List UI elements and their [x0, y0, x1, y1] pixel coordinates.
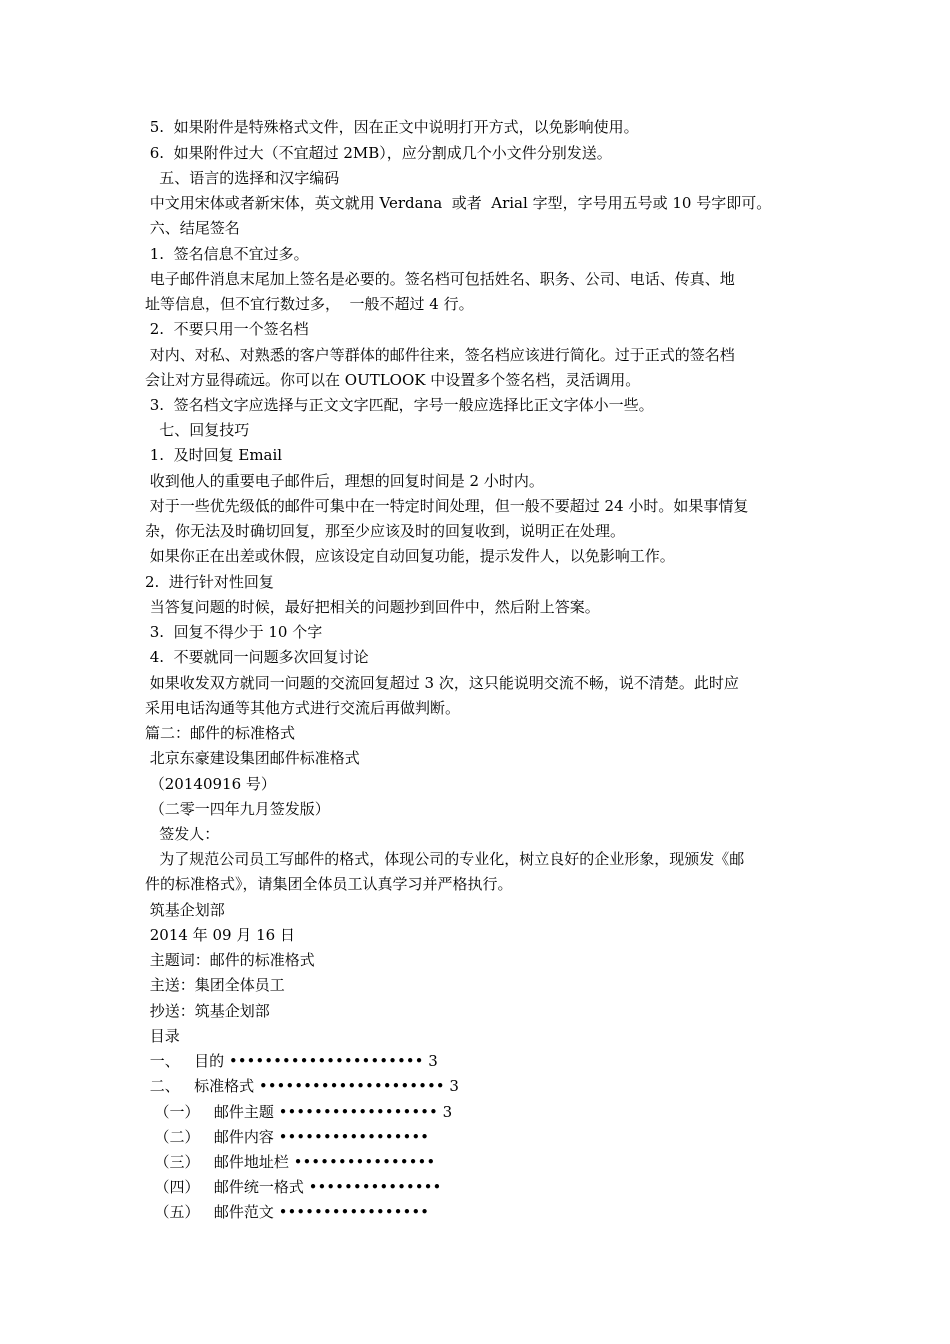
- section-heading: 五、语言的选择和汉字编码: [145, 169, 340, 187]
- text-line: 主送：集团全体员工: [145, 976, 285, 994]
- text-line: 址等信息，但不宜行数过多， 一般不超过 4 行。: [145, 295, 474, 313]
- section-heading: 七、回复技巧: [145, 421, 250, 439]
- text-line: （20140916 号）: [145, 775, 276, 793]
- text-line: 筑基企划部: [145, 901, 225, 919]
- text-line: 5. 如果附件是特殊格式文件，因在正文中说明打开方式，以免影响使用。: [145, 118, 639, 136]
- text-line: 2014 年 09 月 16 日: [145, 926, 295, 944]
- text-line: （二零一四年九月签发版）: [145, 800, 330, 818]
- toc-entry: （三） 邮件地址栏 ••••••••••••••••: [145, 1153, 436, 1171]
- text-line: 3. 回复不得少于 10 个字: [145, 623, 323, 641]
- text-line: 6. 如果附件过大（不宜超过 2MB），应分割成几个小文件分别发送。: [145, 144, 612, 162]
- document-title: 北京东豪建设集团邮件标准格式: [145, 749, 360, 767]
- text-line: 1. 签名信息不宜过多。: [145, 245, 309, 263]
- text-line: 中文用宋体或者新宋体，英文就用 Verdana 或者 Arial 字型，字号用五号或 10 号字即可。: [145, 194, 772, 212]
- text-line: 如果你正在出差或休假，应该设定自动回复功能，提示发件人，以免影响工作。: [145, 547, 675, 565]
- toc-entry: （四） 邮件统一格式 •••••••••••••••: [145, 1178, 442, 1196]
- toc-entry: （一） 邮件主题 •••••••••••••••••• 3: [145, 1103, 453, 1121]
- section-heading: 六、结尾签名: [145, 219, 240, 237]
- text-line: 收到他人的重要电子邮件后，理想的回复时间是 2 小时内。: [145, 472, 544, 490]
- text-line: 2. 不要只用一个签名档: [145, 320, 309, 338]
- section-heading: 篇二：邮件的标准格式: [145, 724, 296, 742]
- toc-entry: （二） 邮件内容 •••••••••••••••••: [145, 1128, 430, 1146]
- text-line: 主题词：邮件的标准格式: [145, 951, 315, 969]
- text-line: 签发人：: [145, 825, 220, 843]
- text-line: 如果收发双方就同一问题的交流回复超过 3 次，这只能说明交流不畅，说不清楚。此时应: [145, 674, 739, 692]
- text-line: 1. 及时回复 Email: [145, 446, 283, 464]
- text-line: 2. 进行针对性回复: [145, 573, 274, 591]
- text-line: 电子邮件消息末尾加上签名是必要的。签名档可包括姓名、职务、公司、电话、传真、地: [145, 270, 735, 288]
- toc-entry: 二、 标准格式 ••••••••••••••••••••• 3: [145, 1077, 459, 1095]
- toc-entry: 一、 目的 •••••••••••••••••••••• 3: [145, 1052, 438, 1070]
- text-line: 对于一些优先级低的邮件可集中在一特定时间处理，但一般不要超过 24 小时。如果事情复: [145, 497, 749, 515]
- text-line: 对内、对私、对熟悉的客户等群体的邮件往来，签名档应该进行简化。过于正式的签名档: [145, 346, 735, 364]
- text-line: 采用电话沟通等其他方式进行交流后再做判断。: [145, 699, 461, 717]
- text-line: 会让对方显得疏远。你可以在 OUTLOOK 中设置多个签名档，灵活调用。: [145, 371, 641, 389]
- toc-entry: （五） 邮件范文 •••••••••••••••••: [145, 1203, 430, 1221]
- text-line: 3. 签名档文字应选择与正文文字匹配，字号一般应选择比正文字体小一些。: [145, 396, 654, 414]
- text-line: 抄送：筑基企划部: [145, 1002, 270, 1020]
- text-line: 件的标准格式》，请集团全体员工认真学习并严格执行。: [145, 875, 513, 893]
- text-line: 为了规范公司员工写邮件的格式，体现公司的专业化，树立良好的企业形象，现颁发《邮: [145, 850, 745, 868]
- text-line: 4. 不要就同一问题多次回复讨论: [145, 648, 369, 666]
- toc-heading: 目录: [145, 1027, 180, 1045]
- text-line: 杂，你无法及时确切回复，那至少应该及时的回复收到，说明正在处理。: [145, 522, 626, 540]
- text-line: 当答复问题的时候，最好把相关的问题抄到回件中，然后附上答案。: [145, 598, 600, 616]
